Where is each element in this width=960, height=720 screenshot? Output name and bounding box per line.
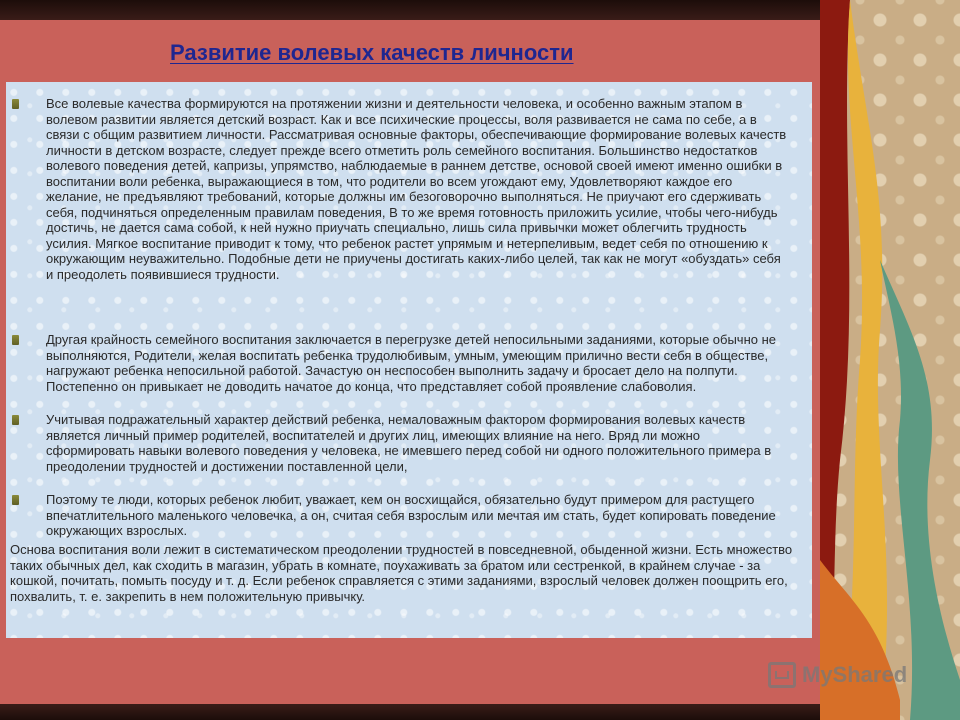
bullet-marker-icon [12, 495, 19, 505]
bullet-item [12, 492, 790, 539]
bullet-marker-icon [12, 99, 19, 109]
top-border [0, 0, 828, 20]
shopping-cart-icon [768, 662, 796, 688]
bullet-text: Учитывая подражательный характер действий ребенка, немаловажным фактором формирования волевых качеств является личный пример родителей, воспитателей и других лиц, имеющих влияние на него. Вряд ли можно сформировать навыки волевого поведения у человека, не имевшего перед собой ни одного положительного примера в преодолении трудностей и достижении поставленной цели, [46, 412, 772, 474]
bullet-item [12, 412, 790, 474]
bullet-text: Поэтому те люди, которых ребенок любит, уважает, кем он восхищайся, обязательно будут примером для растущего впечатлительного маленького человечка, а он, считая себя взрослым или мечтая им стать, будет копировать поведение окружающих взрослых. [46, 492, 776, 538]
slide-title: Развитие волевых качеств личности [170, 40, 574, 65]
bottom-border [0, 704, 828, 720]
content-panel [6, 82, 812, 638]
closing-paragraph: Основа воспитания воли лежит в систематическом преодолении трудностей в повседневной, обыденной жизни. Есть множество таких обычных дел, как сходить в магазин, убрать в комнате, поухаживать за братом или сестренкой, в крайнем случае - за кошкой, почитать, помыть посуду и т. д. Если ребенок справляется с этими заданиями, взрослый человек должен поощрить его, похвалить, т. е. закрепить в нем положительную привычку. [10, 542, 793, 604]
bullet-text: Другая крайность семейного воспитания заключается в перегрузке детей непосильными заданиями, которые обычно не выполняются, Родители, желая воспитать ребенка трудолюбивым, умным, умеющим прилично вести себя в обществе, нагружают ребенка непосильной работой. Зачастую он неспособен выполнить задачу и бросает дело на полпути. Постепенно он привыкает не доводить начатое до конца, что представляет собой проявление слабоволия. [46, 332, 777, 394]
bullet-item [12, 332, 790, 394]
bullet-item [12, 96, 790, 282]
watermark-text: MyShared [802, 662, 908, 687]
bullet-marker-icon [12, 415, 19, 425]
bullet-text: Все волевые качества формируются на протяжении жизни и деятельности человека, и особенно важным этапом в волевом развитии является детский возраст. Как и все психические процессы, воля развивается не сама по себе, а в связи с общим развитием личности. Рассматривая основные факторы, обеспечивающие формирование волевых качеств личности в детском возрасте, следует прежде всего отметить роль семейного воспитания. Большинство недостатков волевого поведения детей, капризы, упрямство, наблюдаемые в раннем детстве, основой своей имеют именно ошибки в воспитании воли ребенка, выражающиеся в том, что родители во всем угождают ему, Удовлетворяют каждое его желание, не предъявляют требований, которые должны им безоговорочно выполняться. Не приучают его сдерживать себя, подчиняться определенным правилам поведения, В то же время готовность приложить усилие, чтобы чего-нибудь достичь, не дается сама собой, к ней нужно приучать специально, лишь сила привычки может облегчить трудность усилия. Мягкое воспитание приводит к тому, что ребенок растет упрямым и нетерпеливым, ведет себя по отношению к окружающим неуважительно. Подобные дети не приучены достигать каких-либо целей, так как не могут «обуздать» себя и преодолеть появившиеся трудности. [46, 96, 787, 282]
watermark [768, 658, 907, 692]
decorative-side-panel [820, 0, 960, 720]
decorative-curves-image [820, 0, 960, 720]
bullet-marker-icon [12, 335, 19, 345]
